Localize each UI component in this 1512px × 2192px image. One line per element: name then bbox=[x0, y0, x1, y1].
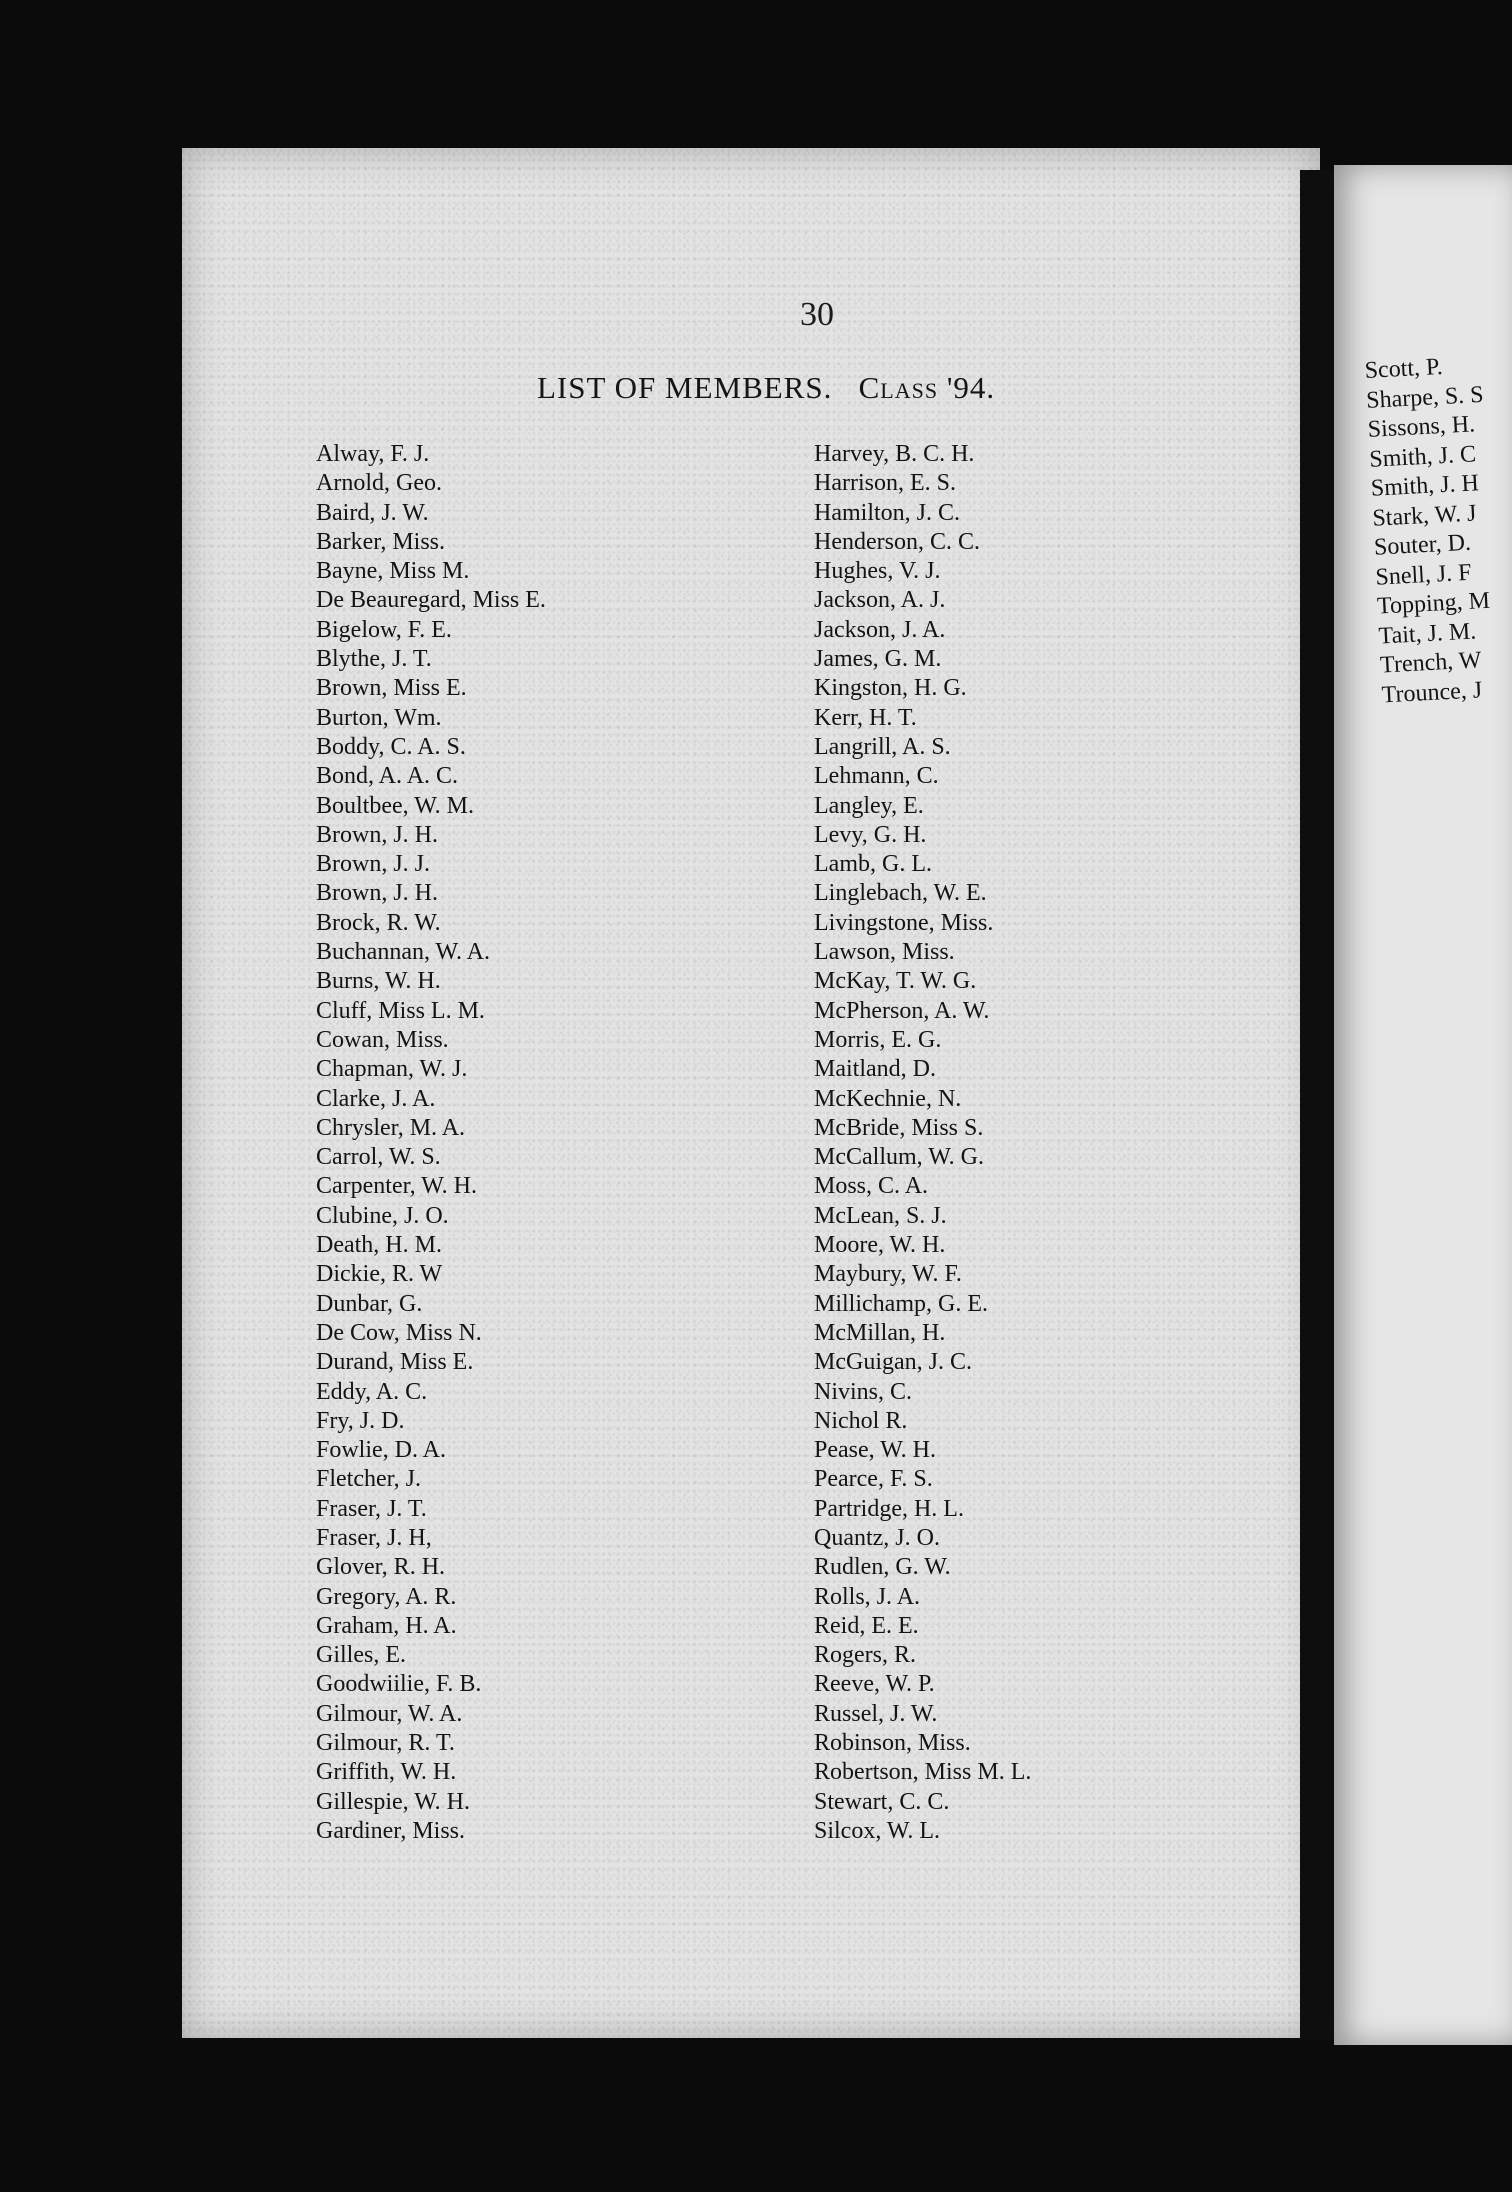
member-entry: Levy, G. H. bbox=[814, 821, 927, 848]
member-entry: Henderson, C. C. bbox=[814, 528, 980, 555]
member-entry: Trounce, J bbox=[1381, 676, 1483, 709]
member-entry: Chapman, W. J. bbox=[316, 1056, 468, 1083]
member-entry: Fry, J. D. bbox=[316, 1407, 405, 1434]
title-class: Class '94. bbox=[858, 370, 996, 405]
member-entry: Brown, Miss E. bbox=[316, 675, 467, 702]
member-entry: McBride, Miss S. bbox=[814, 1114, 984, 1141]
member-entry: Scott, P. bbox=[1364, 353, 1444, 384]
member-entry: Baird, J. W. bbox=[316, 499, 429, 526]
member-entry: Clubine, J. O. bbox=[316, 1202, 449, 1229]
member-entry: Kerr, H. T. bbox=[814, 704, 917, 731]
member-entry: Trench, W bbox=[1379, 647, 1483, 679]
member-list-right bbox=[814, 440, 1031, 1846]
next-page-member-list bbox=[1364, 351, 1500, 711]
member-entry: Death, H. M. bbox=[316, 1232, 442, 1259]
member-list-left bbox=[316, 440, 546, 1846]
member-entry: McCallum, W. G. bbox=[814, 1144, 985, 1171]
member-entry: Arnold, Geo. bbox=[316, 470, 442, 497]
book-gutter bbox=[1300, 170, 1336, 2040]
member-entry: Chrysler, M. A. bbox=[316, 1114, 466, 1141]
member-entry: Stewart, C. C. bbox=[814, 1788, 950, 1815]
member-entry: Dickie, R. W bbox=[316, 1261, 443, 1288]
member-entry: Brown, J. H. bbox=[316, 821, 439, 848]
member-entry: Harvey, B. C. H. bbox=[814, 441, 975, 467]
member-entry: Rudlen, G. W. bbox=[814, 1554, 951, 1581]
member-entry: Pease, W. H. bbox=[814, 1437, 936, 1464]
member-entry: McPherson, A. W. bbox=[814, 997, 990, 1024]
member-entry: Dunbar, G. bbox=[316, 1290, 423, 1317]
member-entry: Clarke, J. A. bbox=[316, 1085, 436, 1112]
member-entry: Sharpe, S. S bbox=[1365, 381, 1485, 414]
member-entry: Hamilton, J. C. bbox=[814, 499, 961, 526]
right-page-partial bbox=[1334, 165, 1512, 2045]
member-entry: Carpenter, W. H. bbox=[316, 1173, 478, 1200]
member-entry: Livingstone, Miss. bbox=[814, 909, 994, 936]
member-entry: Cluff, Miss L. M. bbox=[316, 997, 485, 1024]
member-entry: Jackson, A. J. bbox=[814, 587, 946, 614]
member-entry: James, G. M. bbox=[814, 646, 942, 673]
page-title bbox=[537, 370, 995, 406]
member-entry: Graham, H. A. bbox=[316, 1612, 457, 1639]
member-entry: Jackson, J. A. bbox=[814, 616, 946, 643]
member-entry: Nichol R. bbox=[814, 1407, 908, 1434]
member-entry: Gilles, E. bbox=[316, 1642, 406, 1669]
member-entry: Boultbee, W. M. bbox=[316, 792, 475, 819]
member-entry: Morris, E. G. bbox=[814, 1026, 942, 1053]
member-entry: Griffith, W. H. bbox=[316, 1759, 457, 1786]
member-entry: Maitland, D. bbox=[814, 1056, 936, 1083]
member-entry: Gillespie, W. H. bbox=[316, 1788, 470, 1815]
member-entry: Langley, E. bbox=[814, 792, 924, 819]
member-entry: Gilmour, R. T. bbox=[316, 1730, 455, 1757]
member-entry: McLean, S. J. bbox=[814, 1202, 947, 1229]
member-entry: Lawson, Miss. bbox=[814, 939, 955, 966]
member-entry: Snell, J. F bbox=[1374, 559, 1473, 591]
member-entry: McGuigan, J. C. bbox=[814, 1349, 972, 1376]
member-entry: Bigelow, F. E. bbox=[316, 616, 452, 643]
member-entry: Glover, R. H. bbox=[316, 1554, 446, 1581]
member-entry: Goodwiilie, F. B. bbox=[316, 1671, 482, 1698]
member-entry: Buchannan, W. A. bbox=[316, 939, 490, 966]
member-entry: Fowlie, D. A. bbox=[316, 1437, 447, 1464]
member-entry: Brock, R. W. bbox=[316, 909, 441, 936]
member-entry: Blythe, J. T. bbox=[316, 646, 432, 673]
member-entry: Hughes, V. J. bbox=[814, 558, 941, 585]
member-entry: Durand, Miss E. bbox=[316, 1349, 474, 1376]
member-entry: Reid, E. E. bbox=[814, 1612, 919, 1639]
member-entry: Cowan, Miss. bbox=[316, 1026, 449, 1053]
member-entry: Smith, J. C bbox=[1368, 440, 1477, 473]
member-entry: Reeve, W. P. bbox=[814, 1671, 935, 1698]
member-entry: Barker, Miss. bbox=[316, 528, 446, 555]
member-entry: Rogers, R. bbox=[814, 1642, 916, 1669]
member-entry: Brown, J. H. bbox=[316, 880, 439, 907]
member-entry: Silcox, W. L. bbox=[814, 1817, 941, 1844]
title-main: LIST OF MEMBERS. bbox=[537, 370, 833, 405]
page-number: 30 bbox=[800, 296, 834, 333]
member-entry: McKechnie, N. bbox=[814, 1085, 962, 1112]
member-entry: Souter, D. bbox=[1373, 529, 1472, 561]
member-entry: Moore, W. H. bbox=[814, 1232, 946, 1259]
member-entry: Brown, J. J. bbox=[316, 851, 431, 878]
member-entry: Russel, J. W. bbox=[814, 1700, 938, 1727]
member-entry: Stark, W. J bbox=[1371, 499, 1478, 532]
member-entry: Lehmann, C. bbox=[814, 763, 939, 790]
member-entry: McMillan, H. bbox=[814, 1319, 946, 1346]
member-entry: Bond, A. A. C. bbox=[316, 763, 459, 790]
member-entry: Carrol, W. S. bbox=[316, 1144, 441, 1171]
member-entry: Lamb, G. L. bbox=[814, 851, 932, 878]
member-entry: Gregory, A. R. bbox=[316, 1583, 457, 1610]
member-entry: Topping, M bbox=[1376, 587, 1491, 620]
member-entry: Burns, W. H. bbox=[316, 968, 441, 995]
member-entry: Langrill, A. S. bbox=[814, 733, 951, 760]
member-entry: Pearce, F. S. bbox=[814, 1466, 933, 1493]
member-entry: Partridge, H. L. bbox=[814, 1495, 964, 1522]
member-entry: Gardiner, Miss. bbox=[316, 1817, 466, 1844]
member-entry: Millichamp, G. E. bbox=[814, 1290, 988, 1317]
member-entry: Moss, C. A. bbox=[814, 1173, 929, 1200]
member-entry: Eddy, A. C. bbox=[316, 1378, 428, 1405]
member-entry: Robinson, Miss. bbox=[814, 1730, 971, 1757]
member-entry: Quantz, J. O. bbox=[814, 1524, 940, 1551]
member-entry: Linglebach, W. E. bbox=[814, 880, 987, 907]
member-entry: Nivins, C. bbox=[814, 1378, 913, 1405]
member-entry: Fraser, J. T. bbox=[316, 1495, 427, 1522]
member-entry: Robertson, Miss M. L. bbox=[814, 1759, 1032, 1786]
member-entry: Harrison, E. S. bbox=[814, 470, 956, 497]
member-entry: De Cow, Miss N. bbox=[316, 1319, 482, 1346]
member-entry: Fraser, J. H, bbox=[316, 1524, 432, 1551]
member-entry: Kingston, H. G. bbox=[814, 675, 967, 702]
member-entry: Maybury, W. F. bbox=[814, 1261, 962, 1288]
member-entry: Bayne, Miss M. bbox=[316, 558, 470, 585]
member-entry: Gilmour, W. A. bbox=[316, 1700, 463, 1727]
member-entry: Rolls, J. A. bbox=[814, 1583, 921, 1610]
member-entry: Smith, J. H bbox=[1370, 470, 1480, 502]
member-entry: McKay, T. W. G. bbox=[814, 968, 977, 995]
member-entry: Alway, F. J. bbox=[316, 441, 430, 467]
member-entry: Fletcher, J. bbox=[316, 1466, 422, 1493]
member-entry: Sissons, H. bbox=[1367, 411, 1476, 443]
member-entry: Burton, Wm. bbox=[316, 704, 442, 731]
member-entry: Boddy, C. A. S. bbox=[316, 733, 466, 760]
member-entry: Tait, J. M. bbox=[1377, 618, 1477, 650]
member-entry: De Beauregard, Miss E. bbox=[316, 587, 546, 614]
